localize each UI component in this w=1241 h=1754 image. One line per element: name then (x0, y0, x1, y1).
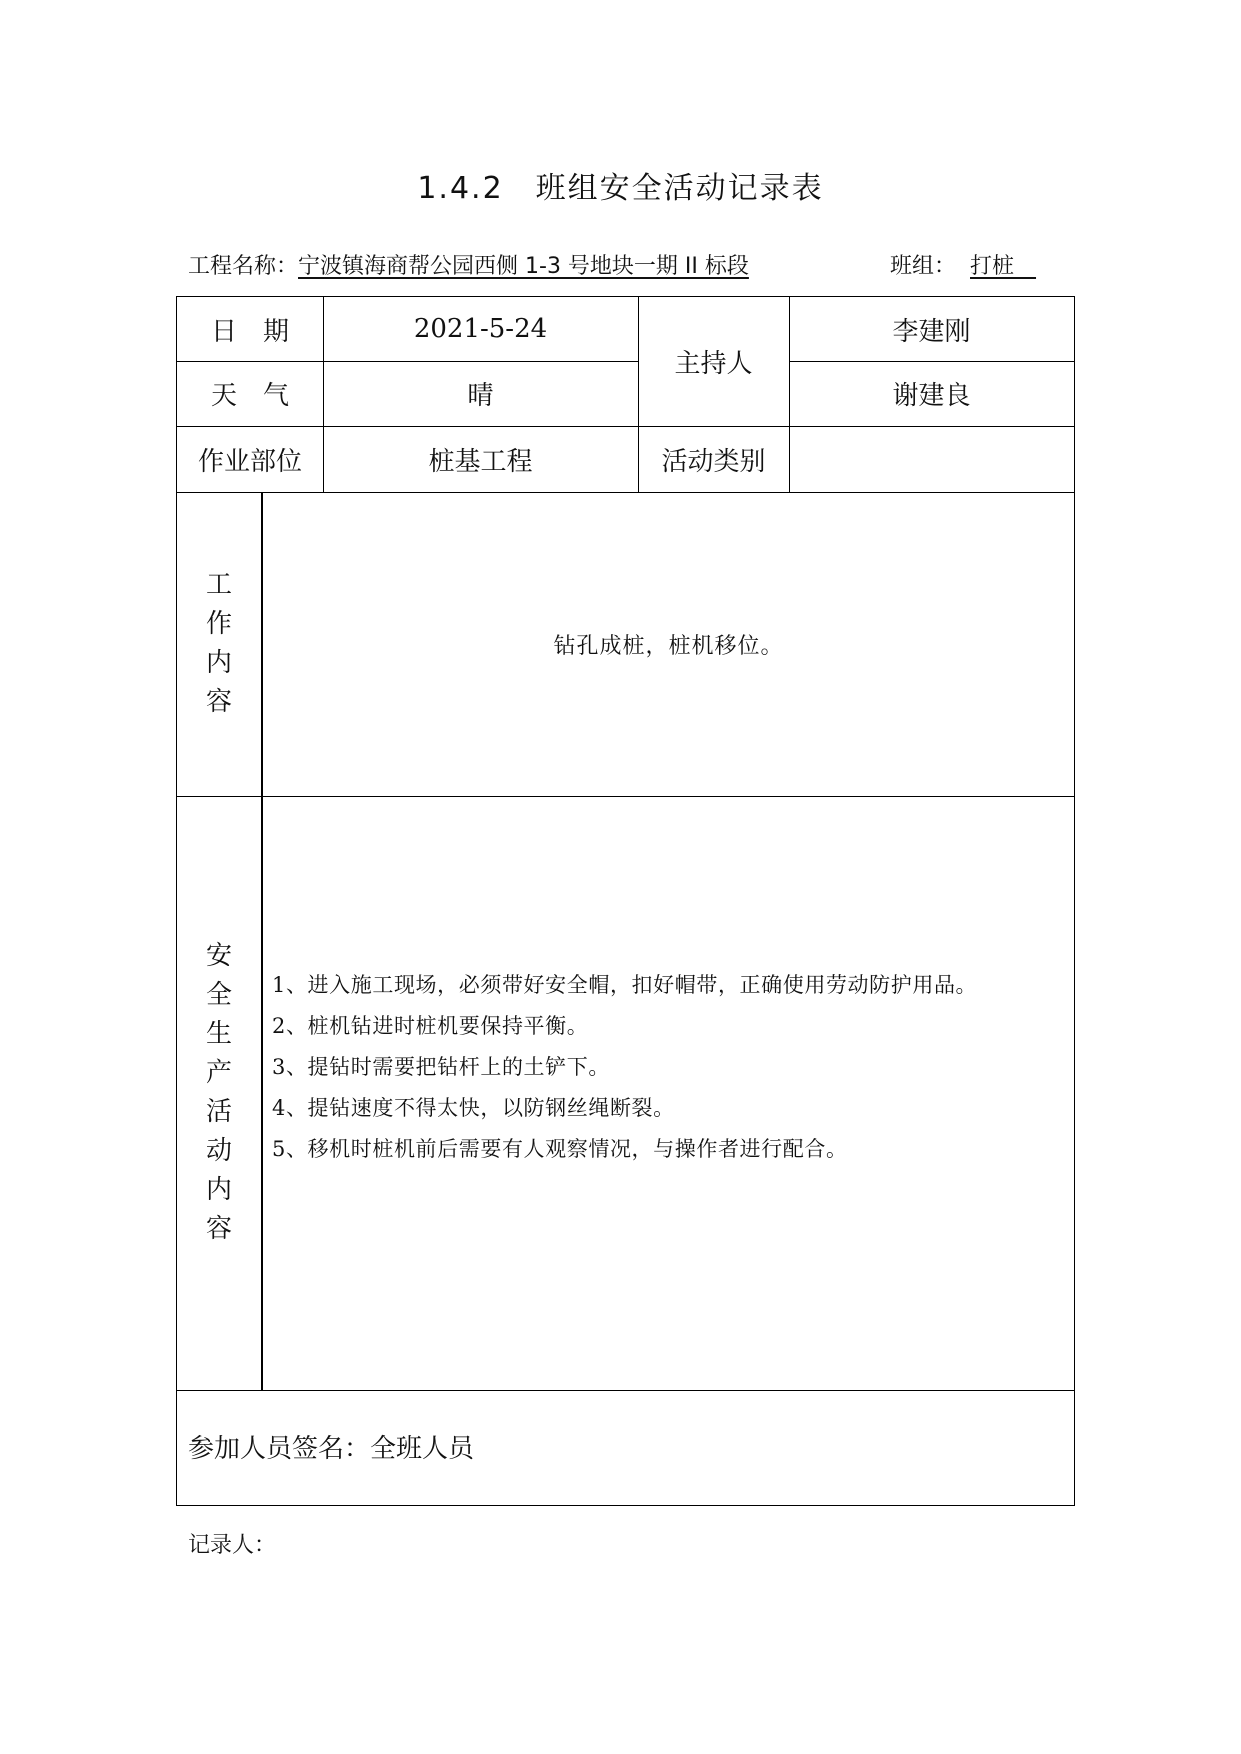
date-value: 2021-5-24 (413, 314, 548, 344)
grid-line (177, 1390, 1074, 1391)
safety-items-list (272, 965, 977, 1170)
team-line (890, 249, 1036, 280)
location-label: 作业部位 (197, 446, 302, 477)
list-item: 3、提钻时需要把钻杆上的土铲下。 (272, 1055, 610, 1079)
list-item: 2、桩机钻进时桩机要保持平衡。 (272, 1014, 589, 1038)
list-item: 1、进入施工现场，必须带好安全帽，扣好帽带，正确使用劳动防护用品。 (272, 973, 978, 997)
weather-value: 晴 (467, 381, 494, 411)
host-label: 主持人 (674, 349, 753, 379)
activity-type-label: 活动类别 (661, 446, 766, 477)
date-label: 日 期 (210, 316, 289, 347)
signature-value: 全班人员 (370, 1434, 475, 1464)
host-name-1: 李建刚 (892, 316, 971, 347)
team-label: 班组： (890, 254, 957, 279)
signature-line (188, 1428, 474, 1465)
project-name: 宁波镇海商帮公园西侧 1-3 号地块一期 II 标段 (298, 254, 749, 279)
signature-label: 参加人员签名： (188, 1434, 371, 1464)
record-table (176, 296, 1075, 1506)
host-name-2: 谢建良 (892, 381, 971, 411)
work-content-text: 钻孔成桩，桩机移位。 (553, 633, 784, 659)
grid-line (177, 796, 1074, 797)
work-content-label: 工 作 内 容 (205, 570, 232, 717)
recorder-label: 记录人： (188, 1533, 277, 1558)
weather-label: 天 气 (210, 381, 289, 411)
list-item: 5、移机时桩机前后需要有人观察情况，与操作者进行配合。 (272, 1137, 848, 1161)
project-label: 工程名称： (188, 254, 299, 279)
list-item: 4、提钻速度不得太快，以防钢丝绳断裂。 (272, 1096, 675, 1120)
page-title: 1.4.2 班组安全活动记录表 (417, 171, 824, 206)
location-value: 桩基工程 (428, 446, 533, 477)
team-value: 打桩 (970, 254, 1037, 279)
project-line (188, 249, 749, 280)
safety-content-label: 安 全 生 产 活 动 内 容 (205, 941, 232, 1244)
activity-type-value (789, 426, 1074, 492)
